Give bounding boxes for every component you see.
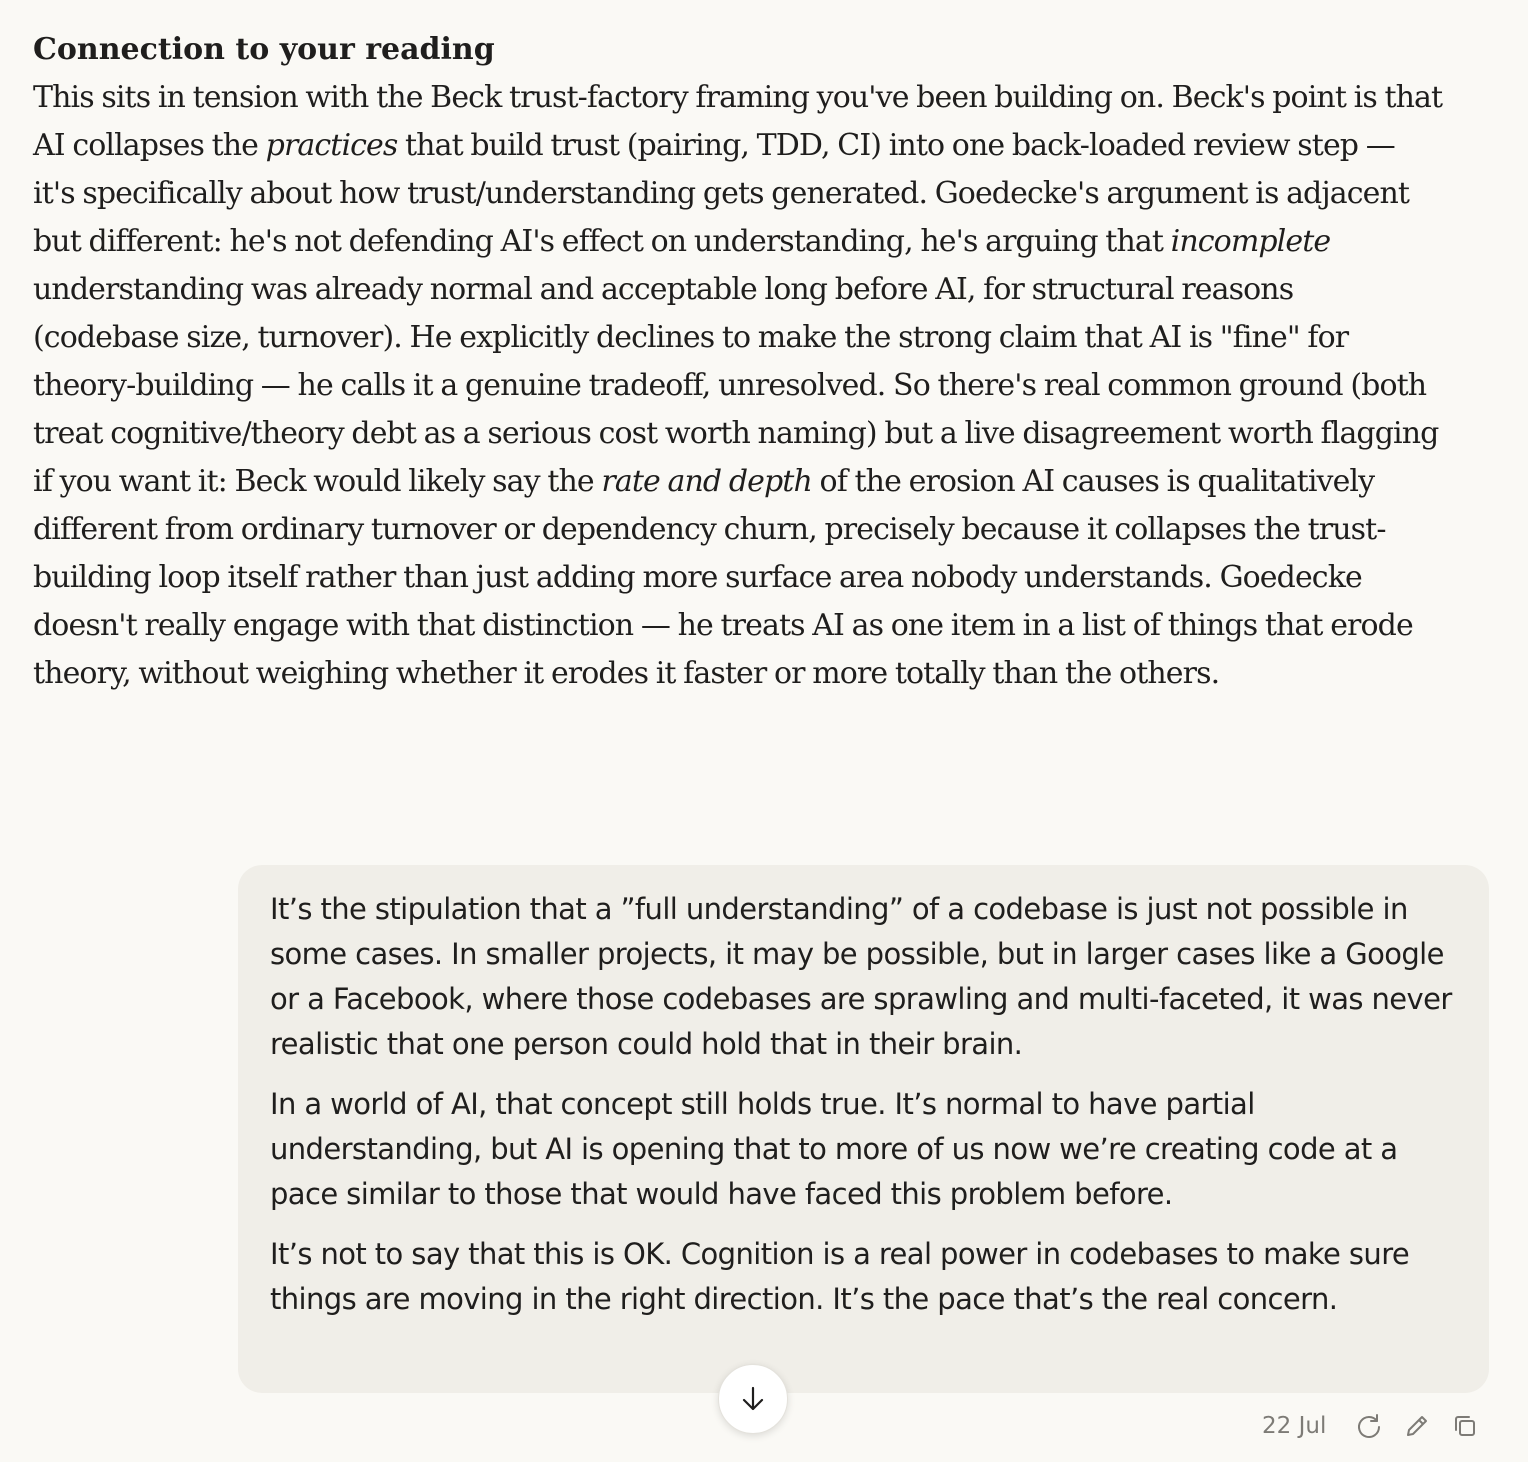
text-segment: understanding was already normal and acceptable long before AI, for structural reasons (codebase size, turnover). He explicitly declines to make the strong claim that AI is "fine" for theory-building — he calls it a genuine tradeoff, unresolved. So there's real common ground (both treat cognitive/theory debt as a serious cost worth naming) but a live disagreement worth flagging if you want it: Beck would likely say the xyxy=(33,272,1439,499)
copy-icon xyxy=(1451,1412,1479,1440)
text-segment-italic: rate and depth xyxy=(601,464,812,499)
assistant-message xyxy=(33,26,1443,698)
assistant-paragraph xyxy=(33,74,1443,698)
text-segment-italic: incomplete xyxy=(1170,224,1331,259)
text-segment: that build trust (pairing, TDD, CI) into one back-loaded review step — it's specifically about how trust/understanding gets generated. Goedecke's argument is adjacent but different: he's not defending AI's effect on understanding, he's arguing that xyxy=(33,128,1410,259)
pencil-icon xyxy=(1403,1412,1431,1440)
scroll-to-bottom-button[interactable] xyxy=(718,1364,788,1434)
retry-button[interactable] xyxy=(1354,1411,1384,1441)
message-actions xyxy=(1262,1406,1498,1446)
user-paragraph: It’s not to say that this is OK. Cognition is a real power in codebases to make sure things are moving in the right direction. It’s the pace that’s the real concern. xyxy=(270,1237,1410,1316)
edit-button[interactable] xyxy=(1402,1411,1432,1441)
text-segment-italic: practices xyxy=(265,128,398,163)
retry-icon xyxy=(1355,1412,1383,1440)
message-date: 22 Jul xyxy=(1262,1413,1327,1439)
section-heading: Connection to your reading xyxy=(33,32,495,67)
user-paragraph: It’s the stipulation that a ”full understanding” of a codebase is just not possible in some cases. In smaller projects, it may be possible, but in larger cases like a Google or a Facebook, where those codebases are sprawling and multi-faceted, it was never realistic that one person could hold that in their brain. xyxy=(270,892,1452,1061)
copy-button[interactable] xyxy=(1450,1411,1480,1441)
user-paragraph: In a world of AI, that concept still holds true. It’s normal to have partial understanding, but AI is opening that to more of us now we’re creating code at a pace similar to those that would have faced this problem before. xyxy=(270,1087,1398,1211)
text-segment: This sits in tension with the Beck trust-factory framing you've been building on. Beck's point is that AI collapses the xyxy=(33,80,1443,163)
text-segment: of the erosion AI causes is qualitatively different from ordinary turnover or dependency churn, precisely because it collapses the trust-building loop itself rather than just adding more surface area nobody understands. Goedecke doesn't really engage with that distinction — he treats AI as one item in a list of things that erode theory, without weighing whether it erodes it faster or more totally than the others. xyxy=(33,464,1413,691)
user-message-bubble xyxy=(238,865,1489,1393)
arrow-down-icon xyxy=(738,1384,768,1414)
